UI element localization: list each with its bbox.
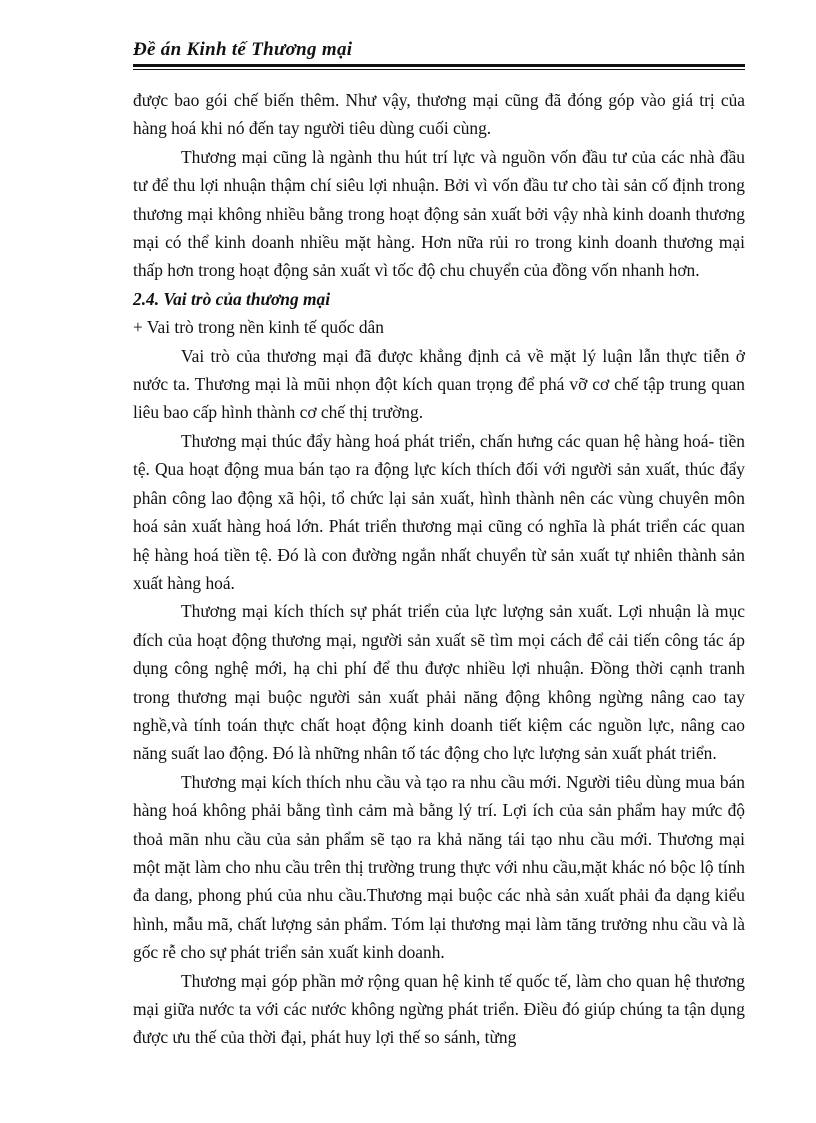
page-header — [133, 38, 745, 70]
bullet-item: + Vai trò trong nền kinh tế quốc dân — [133, 317, 384, 338]
paragraph-goods-development: Thương mại thúc đẩy hàng hoá phát triển, chấn hưng các quan hệ hàng hoá- tiền tệ. Qua hoạt động mua bán tạo ra động lực kích thích đối với người sản xuất, thúc đẩy phân công lao động xã hội, tổ chức lại sản xuất, hình thành nên các vùng chuyên môn hoá sản xuất hàng hoá lớn. Phát triển thương mại cũng có nghĩa là phát triển các quan hệ hàng hoá tiền tệ. Đó là con đường ngắn nhất chuyển từ sản xuất tự nhiên thành sản xuất hàng hoá. — [133, 430, 745, 593]
paragraph-continuation: được bao gói chế biến thêm. Như vậy, thương mại cũng đã đóng góp vào giá trị của hàng hoá khi nó đến tay người tiêu dùng cuối cùng. — [133, 90, 745, 139]
header-title: Đề án Kinh tế Thương mại — [133, 39, 353, 60]
paragraph-production-forces: Thương mại kích thích sự phát triển của lực lượng sản xuất. Lợi nhuận là mục đích của hoạt động thương mại, người sản xuất sẽ tìm mọi cách để cải tiến công tác áp dụng công nghệ mới, hạ chi phí để thu được nhiều lợi nhuận. Đồng thời cạnh tranh trong thương mại buộc người sản xuất phải năng động không ngừng nâng cao tay nghề,và tính toán thực chất hoạt động kinh doanh tiết kiệm các nguồn lực, nâng cao năng suất lao động. Đó là những nhân tố tác động cho lực lượng sản xuất phát triển. — [133, 601, 745, 764]
section-heading: 2.4. Vai trò của thương mại — [133, 288, 331, 309]
document-body — [133, 86, 745, 1052]
paragraph-international-relations: Thương mại góp phần mở rộng quan hệ kinh tế quốc tế, làm cho quan hệ thương mại giữa nước ta với các nước không ngừng phát triển. Điều đó giúp chúng ta tận dụng được ưu thế của thời đại, phát huy lợi thế so sánh, từng — [133, 970, 745, 1048]
paragraph-role-affirmed: Vai trò của thương mại đã được khẳng định cả về mặt lý luận lẫn thực tiễn ở nước ta. Thương mại là mũi nhọn đột kích quan trọng để phá vỡ cơ chế tập trung quan liêu bao cấp hình thành cơ chế thị trường. — [133, 345, 745, 423]
header-rule-thick — [133, 64, 745, 67]
header-rule-thin — [133, 69, 745, 70]
paragraph-demand-stimulation: Thương mại kích thích nhu cầu và tạo ra nhu cầu mới. Người tiêu dùng mua bán hàng hoá không phải bằng tình cảm mà bằng lý trí. Lợi ích của sản phẩm hay mức độ thoả mãn nhu cầu của sản phẩm sẽ tạo ra khả năng tái tạo nhu cầu mới. Thương mại một mặt làm cho nhu cầu trên thị trường trung thực với nhu cầu,mặt khác nó bộc lộ tính đa dang, phong phú của nhu cầu.Thương mại buộc các nhà sản xuất phải đa dạng kiểu hình, mẫu mã, chất lượng sản phẩm. Tóm lại thương mại làm tăng trưởng nhu cầu và là gốc rễ cho sự phát triển sản xuất kinh doanh. — [133, 771, 745, 963]
paragraph-capital-attraction: Thương mại cũng là ngành thu hút trí lực và nguồn vốn đầu tư của các nhà đầu tư để thu lợi nhuận thậm chí siêu lợi nhuận. Bởi vì vốn đầu tư cho tài sản cố định trong thương mại không nhiều bằng trong hoạt động sản xuất bởi vậy nhà kinh doanh thương mại có thể kinh doanh nhiều mặt hàng. Hơn nữa rủi ro trong kinh doanh thương mại thấp hơn trong hoạt động sản xuất vì tốc độ chu chuyển của đồng vốn nhanh hơn. — [133, 146, 745, 281]
